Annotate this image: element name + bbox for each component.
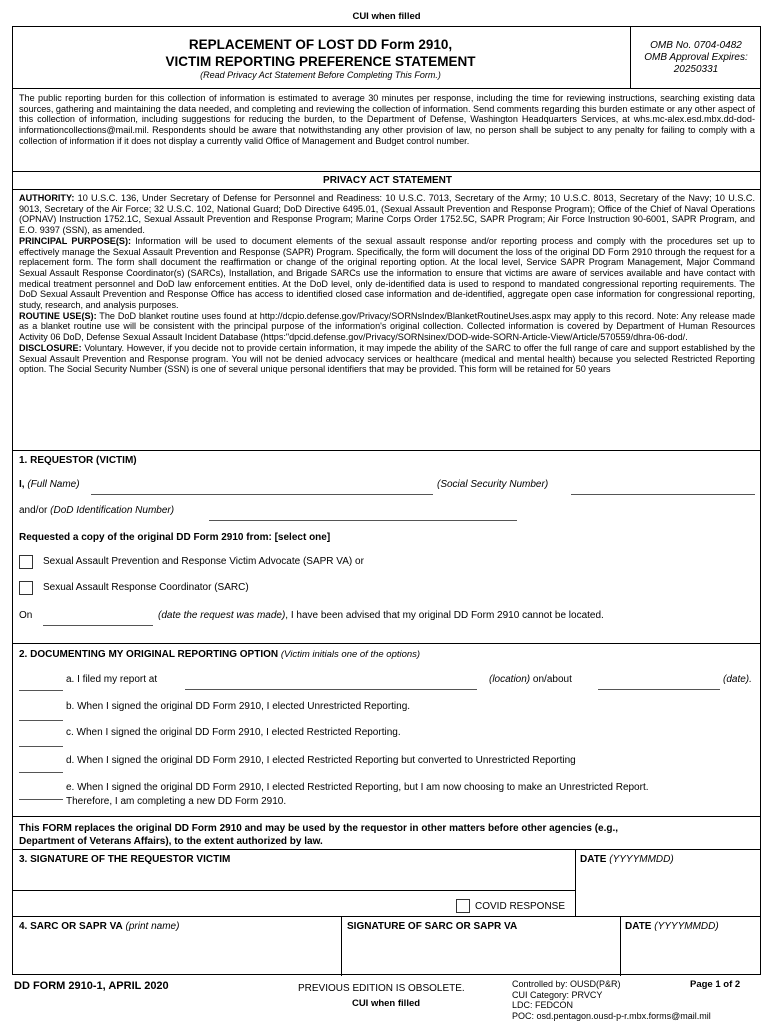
- section2-heading-note: (Victim initials one of the options): [280, 649, 421, 660]
- previous-edition-note: PREVIOUS EDITION IS OBSOLETE.: [298, 983, 465, 994]
- full-name-row: [19, 479, 80, 490]
- option-c-text: c. When I signed the original DD Form 2910, I elected Restricted Reporting.: [66, 727, 401, 738]
- authority-paragraph: [19, 193, 755, 236]
- option-a-text: a. I filed my report at: [66, 674, 158, 685]
- option-e-line2: Therefore, I am completing a new DD Form 2910.: [66, 796, 287, 807]
- section4-date-label: DATE: [625, 921, 652, 932]
- authority-text: 10 U.S.C. 136, Under Secretary of Defense for Personnel and Readiness: 10 U.S.C. 7013, Secretary of the Army; 10 U.S.C. 8013, Secretary of the Navy; 10 U.S.C. 9013, Secretary of the Air Force; 32 U.S.C. 102, National Guard; DoD Directive 6495.01, (Sexual Assault Prevention and Response Program); Office of the Chief of Naval Operations (OPNAV) Instruction 1752.1C, Sexual Assault Prevention and Response Program; Marine Corps Order 1752.5C, SAPR Program; Air Force Instruction 90-6001, SAPR Program, and E.O. 9397 (SSN), as amended.: [19, 193, 755, 236]
- section2-heading-row: [19, 649, 420, 660]
- initials-b-input[interactable]: [19, 720, 63, 721]
- section4-heading: 4. SARC OR SAPR VA: [19, 921, 123, 932]
- full-name-input[interactable]: [91, 494, 433, 495]
- disclosure-label: DISCLOSURE:: [19, 342, 82, 353]
- request-date-note: (date the request was made): [158, 610, 286, 621]
- dod-id-input[interactable]: [209, 520, 517, 521]
- section3-date-format: (YYYYMMDD): [609, 854, 674, 865]
- sapr-va-option-label: Sexual Assault Prevention and Response Victim Advocate (SAPR VA) or: [43, 556, 364, 567]
- form-title-line1: REPLACEMENT OF LOST DD Form 2910,: [188, 37, 453, 52]
- poc: POC: osd.pentagon.ousd-p-r.mbx.forms@mail.mil: [512, 1010, 711, 1021]
- i-label: I,: [19, 479, 25, 490]
- initials-e-input[interactable]: [19, 799, 63, 800]
- form-frame: [12, 26, 761, 975]
- onabout-label: on/about: [532, 674, 572, 685]
- option-d-text: d. When I signed the original DD Form 2910, I elected Restricted Reporting but converted to Unrestricted Reporting: [66, 755, 576, 766]
- section4-date-format: (YYYYMMDD): [654, 921, 719, 932]
- privacy-body: [19, 193, 755, 375]
- privacy-heading: PRIVACY ACT STATEMENT: [323, 175, 452, 186]
- sarc-checkbox[interactable]: [19, 581, 33, 595]
- routine-text: The DoD blanket routine uses found at http://dcpio.defense.gov/Privacy/SORNsIndex/BlanketRoutineUses.aspx may apply to this record. Note: Any release made as a blanket routine use will be consistent with the principal purpose of the information's original collection. Collected information is covered by Department of Human Resources Activity 06 DoD, Defense Sexual Assault Incident Database (https:"dpcid.defense.gov/Privacy/SORNsinex/DOD-wide-SORN-Article-View/Article/570559/dhra-06-dod/.: [19, 310, 755, 343]
- ldc: LDC: FEDCON: [512, 1000, 574, 1010]
- sarc-option-label: Sexual Assault Response Coordinator (SARC): [43, 582, 249, 593]
- dod-id-row: [19, 505, 174, 516]
- disclosure-text: Voluntary. However, if you decide not to provide certain information, it may impede the ability of the SARC to offer the full range of care and support established by the Sexual Assault Prevention and Response program. You will not be denied advocacy services or healthcare (medical and mental health) because you selected Restricted Reporting option. The Social Security Number (SSN) is one of several unique personal identifiers that may be provided. This form will be retained for 50 years: [19, 342, 755, 375]
- burden-statement: The public reporting burden for this collection of information is estimated to average 30 minutes per response, including the time for reviewing instructions, searching existing data sources, gathering and maintaining the data needed, and completing and reviewing the collection of information. Send comments regarding this burden estimate or any other aspect of this collection of information, including suggestions for reducing the burden, to the Department of Defense, Washington Headquarters Services, at whs.mc-alex.esd.mbx.dd-dod-informationcollections@mail.mil. Respondents should be aware that notwithstanding any other provision of law, no person shall be subject to any penalty for failing to comply with a collection of information if it does not display a currently valid Office of Management and Budget control number.: [19, 93, 755, 146]
- sarc-signature-label: SIGNATURE OF SARC OR SAPR VA: [347, 921, 518, 932]
- section3-heading: 3. SIGNATURE OF THE REQUESTOR VICTIM: [19, 854, 231, 865]
- ssn-label: (Social Security Number): [437, 479, 549, 490]
- replaces-line2: Department of Veterans Affairs), to the extent authorized by law.: [19, 836, 323, 847]
- on-label: On: [19, 610, 33, 621]
- option-e-text: [66, 781, 649, 809]
- form-title-line2: VICTIM REPORTING PREFERENCE STATEMENT: [165, 54, 476, 69]
- form-id: DD FORM 2910-1, APRIL 2020: [14, 980, 169, 992]
- sarc-signature-field[interactable]: [342, 933, 620, 975]
- purpose-paragraph: [19, 236, 755, 311]
- location-row: [489, 674, 572, 685]
- location-label: (location): [489, 674, 531, 685]
- section4-date-input[interactable]: [621, 933, 761, 975]
- section4-heading-note: (print name): [125, 921, 180, 932]
- form-title-note: (Read Privacy Act Statement Before Completing This Form.): [200, 70, 441, 80]
- control-block: [512, 979, 711, 1021]
- section1-heading: 1. REQUESTOR (VICTIM): [19, 455, 137, 466]
- purpose-text: Information will be used to document elements of the sexual assault response and/or reporting process and comply with the procedures set up to effectively manage the Sexual Assault Prevention and Response (SAPR) Program. Specifically, the form will document the loss of the original DD Form 2910 through the request for a replacement form. The form shall document the reaffirmation or change of the original reporting option. At the local level, Service SAPR Program Management, Major Command Sexual Assault Response Coordinator(s) (SARCs), Installation, and Brigade SARCs use the information to ensure that victims are aware of services available and have contact with medical treatment personnel and DoD law enforcement entities. At the DoD level, only de-identified data is used to respond to mandated congressional reporting requirements. The DoD Sexual Assault Prevention and Response Office has access to identified closed case information and de-identified, aggregate open case information for congressional reporting, study, research, and analysis purposes.: [19, 235, 755, 311]
- cui-banner-top: CUI when filled: [352, 11, 421, 22]
- page-number: Page 1 of 2: [690, 979, 741, 990]
- advised-row: [158, 610, 604, 621]
- cui-banner-bottom: CUI when filled: [351, 998, 421, 1009]
- initials-d-input[interactable]: [19, 772, 63, 773]
- full-name-label: (Full Name): [27, 479, 80, 490]
- routine-paragraph: [19, 311, 755, 343]
- omb-expires-date: 20250331: [673, 64, 719, 75]
- omb-expires-label: OMB Approval Expires:: [644, 52, 748, 63]
- advised-text: , I have been advised that my original DD Form 2910 cannot be located.: [285, 610, 604, 621]
- sarc-name-input[interactable]: [13, 933, 341, 975]
- request-label: Requested a copy of the original DD Form 2910 from: [select one]: [19, 532, 331, 543]
- date-label: (date).: [723, 674, 752, 685]
- cui-category: CUI Category: PRVCY: [512, 989, 603, 1000]
- sapr-va-checkbox[interactable]: [19, 555, 33, 569]
- option-b-text: b. When I signed the original DD Form 2910, I elected Unrestricted Reporting.: [66, 701, 411, 712]
- andor-label: and/or: [19, 505, 48, 516]
- routine-label: ROUTINE USE(S):: [19, 310, 97, 321]
- replaces-statement: [19, 822, 618, 848]
- ssn-input[interactable]: [571, 494, 755, 495]
- controlled-by: Controlled by: OUSD(P&R): [512, 979, 621, 989]
- report-date-input[interactable]: [598, 689, 720, 690]
- dod-id-label: (DoD Identification Number): [50, 505, 175, 516]
- authority-label: AUTHORITY:: [19, 193, 75, 203]
- option-e-line1: e. When I signed the original DD Form 2910, I elected Restricted Reporting, but I am now choosing to make an Unrestricted Report.: [66, 782, 649, 793]
- replaces-line1: This FORM replaces the original DD Form 2910 and may be used by the requestor in other matters before other agencies (e.g.,: [19, 823, 619, 834]
- section3-date-label: DATE: [580, 854, 607, 865]
- section2-heading: 2. DOCUMENTING MY ORIGINAL REPORTING OPTION: [19, 649, 279, 660]
- section3-date-row: [580, 854, 674, 865]
- disclosure-paragraph: [19, 343, 755, 375]
- initials-a-input[interactable]: [19, 690, 63, 691]
- covid-response-label: COVID RESPONSE: [475, 901, 566, 912]
- requestor-signature-field[interactable]: [13, 849, 575, 890]
- section3-date-input[interactable]: [576, 867, 761, 915]
- covid-response-checkbox[interactable]: [456, 899, 470, 913]
- section4-date-row: [625, 921, 719, 932]
- section4-heading-row: [19, 921, 179, 932]
- purpose-label: PRINCIPAL PURPOSE(S):: [19, 235, 132, 246]
- initials-c-input[interactable]: [19, 746, 63, 747]
- omb-number: OMB No. 0704-0482: [650, 40, 742, 51]
- request-date-input[interactable]: [43, 625, 153, 626]
- location-input[interactable]: [185, 689, 477, 690]
